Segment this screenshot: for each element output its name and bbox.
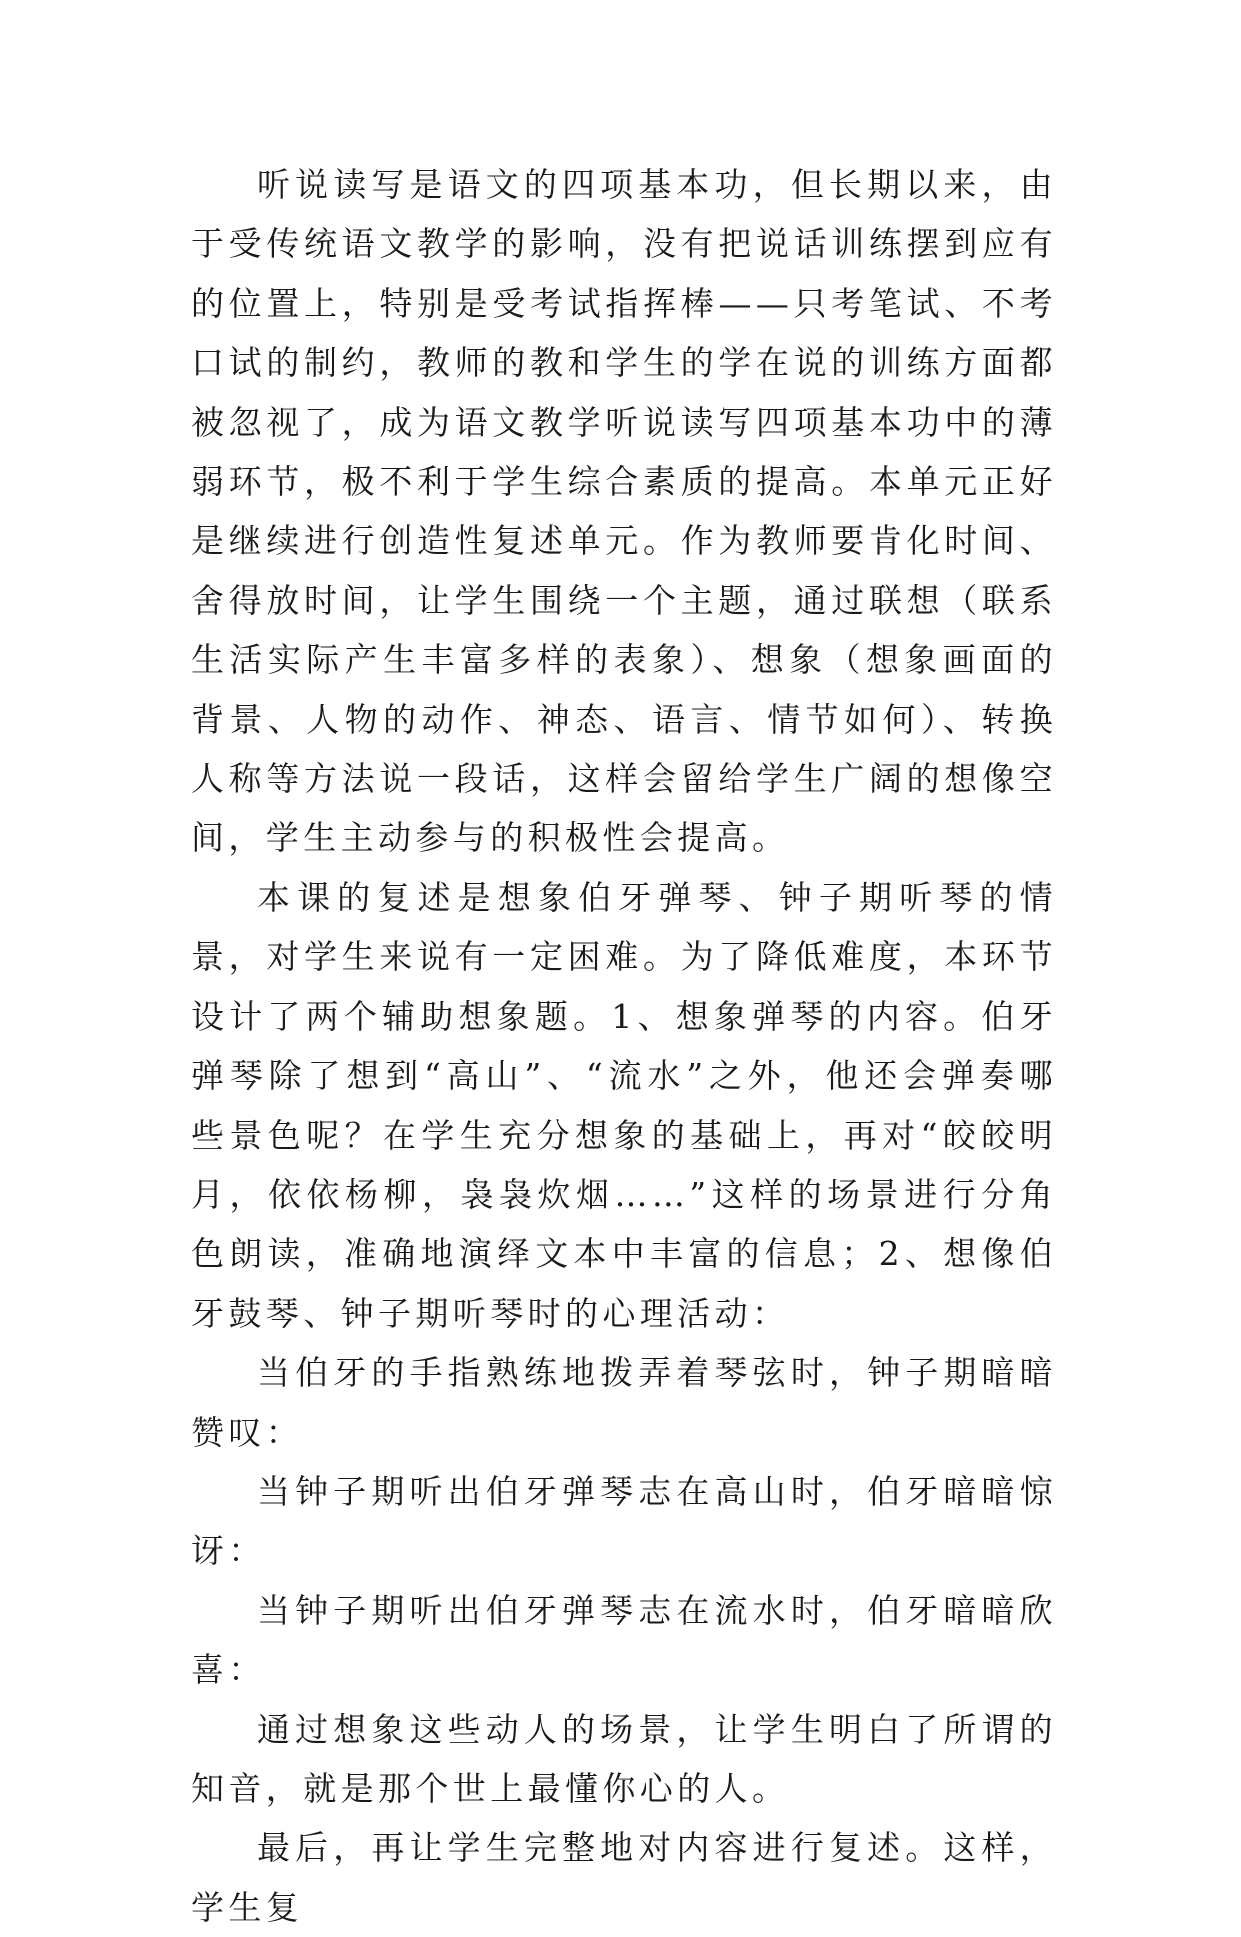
paragraph-prompt-2: 当钟子期听出伯牙弹琴志在高山时，伯牙暗暗惊讶： — [191, 1471, 1057, 1571]
paragraph-prompt-3: 当钟子期听出伯牙弹琴志在流水时，伯牙暗暗欣喜： — [191, 1590, 1057, 1690]
paragraph-intro: 听说读写是语文的四项基本功，但长期以来，由于受传统语文教学的影响，没有把说话训练摆到应有的位置上，特别是受考试指挥棒——只考笔试、不考口试的制约，教师的教和学生的学在说的训练方面都被忽视了，成为语文教学听说读写四项基本功中的薄弱环节，极不利于学生综合素质的提高。本单元正好是继续进行创造性复述单元。作为教师要肯化时间、舍得放时间，让学生围绕一个主题，通过联想（联系生活实际产生丰富多样的表象）、想象（想象画面的背景、人物的动作、神态、语言、情节如何）、转换人称等方法说一段话，这样会留给学生广阔的想像空间，学生主动参与的积极性会提高。 — [191, 165, 1057, 858]
document-body — [191, 155, 1057, 1937]
paragraph-retelling: 本课的复述是想象伯牙弹琴、钟子期听琴的情景，对学生来说有一定困难。为了降低难度，本环节设计了两个辅助想象题。1、想象弹琴的内容。伯牙弹琴除了想到“高山”、“流水”之外，他还会弹奏哪些景色呢？在学生充分想象的基础上，再对“皎皎明月，依依杨柳，袅袅炊烟……”这样的场景进行分角色朗读，准确地演绎文本中丰富的信息；2、想像伯牙鼓琴、钟子期听琴时的心理活动： — [191, 877, 1057, 1333]
paragraph-summary: 通过想象这些动人的场景，让学生明白了所谓的知音，就是那个世上最懂你心的人。 — [191, 1709, 1057, 1808]
paragraph-final: 最后，再让学生完整地对内容进行复述。这样，学生复 — [191, 1828, 1057, 1927]
paragraph-prompt-1: 当伯牙的手指熟练地拨弄着琴弦时，钟子期暗暗赞叹： — [191, 1353, 1057, 1452]
